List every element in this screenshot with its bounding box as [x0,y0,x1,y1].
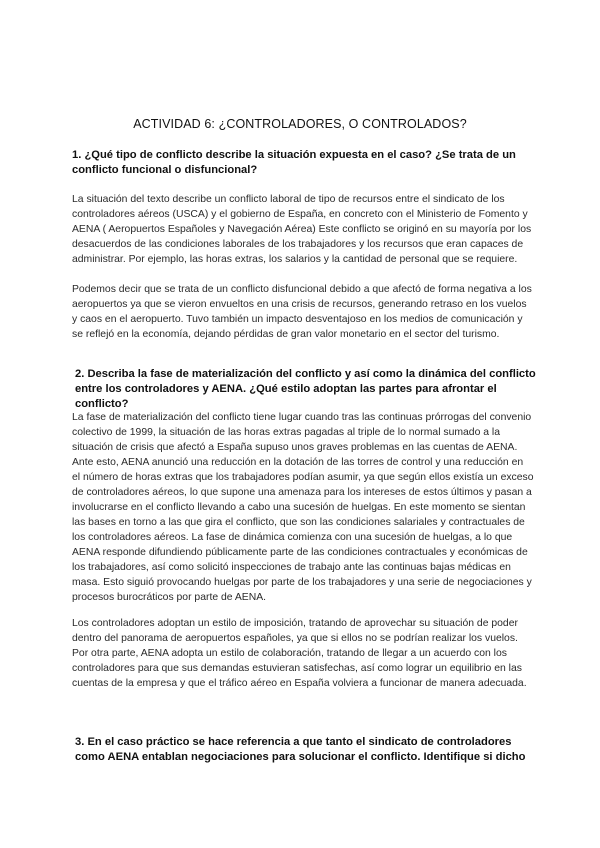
answer-2-paragraph-1: La fase de materialización del conflicto tiene lugar cuando tras las continuas prórrogas del convenio colectivo de 1999, la situación de las horas extras pagadas al triple de lo normal sumado a la situación de crisis que afectó a España supuso unos graves problemas en las cuentas de AENA. Ante esto, AENA anunció una reducción en la dotación de las torres de control y una reducción en el número de horas extras que los trabajadores podían asumir, ya que según ellos existía un exceso de controladores aéreos, lo que supone una amenaza para los intereses de estos últimos y pasan a involucrarse en el conflicto llevando a cabo una sucesión de huelgas. En este momento se sientan las bases en torno a las que gira el conflicto, que son las condiciones salariales y contractuales de los controladores aéreos. La fase de dinámica comienza con una sucesión de huelgas, a lo que AENA responde difundiendo públicamente parte de las condiciones contractuales y económicas de los trabajadores, así como solicitó inspecciones de trabajo ante las continuas bajas médicas en masa. Esto siguió provocando huelgas por parte de los trabajadores y una serie de negociaciones y procesos burocráticos por parte de AENA. [72,412,534,603]
page-title: ACTIVIDAD 6: ¿CONTROLADORES, O CONTROLADOS? [133,117,467,131]
answer-2-paragraph-2: Los controladores adoptan un estilo de imposición, tratando de aprovechar su situación de poder dentro del panorama de aeropuertos españoles, ya que si ellos no se podrían realizar los vuelos. Por otra parte, AENA adopta un estilo de colaboración, tratando de llegar a un acuerdo con los controladores para que sus demandas estuvieran satisfechas, así como lograr un equilibrio en las cuentas de la empresa y que el tráfico aéreo en España volviera a funcionar de manera adecuada. [72,618,527,689]
answer-1-paragraph-1: La situación del texto describe un conflicto laboral de tipo de recursos entre el sindicato de los controladores aéreos (USCA) y el gobierno de España, en concreto con el Ministerio de Fomento y AENA ( Aeropuertos Españoles y Navegación Aérea) Este conflicto se originó en su mayoría por los desacuerdos de las condiciones laborales de los trabajadores y los recursos que eran capaces de administrar. Por ejemplo, las horas extras, los salarios y la cantidad de personal que se requiere. [72,194,532,265]
answer-1-paragraph-2: Podemos decir que se trata de un conflicto disfuncional debido a que afectó de forma negativa a los aeropuertos ya que se vieron envueltos en una crisis de recursos, generando retraso en los vuelos y caos en el aeropuerto. Tuvo también un impacto desventajoso en los medios de comunicación y se reflejó en la economía, dejando pérdidas de gran valor monetario en el sector del turismo. [72,284,532,340]
question-3: 3. En el caso práctico se hace referencia a que tanto el sindicato de controladores como AENA entablan negociaciones para solucionar el conflicto. Identifique si dicho [75,736,526,763]
question-2: 2. Describa la fase de materialización del conflicto y así como la dinámica del conflicto entre los controladores y AENA. ¿Qué estilo adoptan las partes para afrontar el conflicto? [75,368,536,410]
question-1: 1. ¿Qué tipo de conflicto describe la situación expuesta en el caso? ¿Se trata de un conflicto funcional o disfuncional? [72,149,516,176]
